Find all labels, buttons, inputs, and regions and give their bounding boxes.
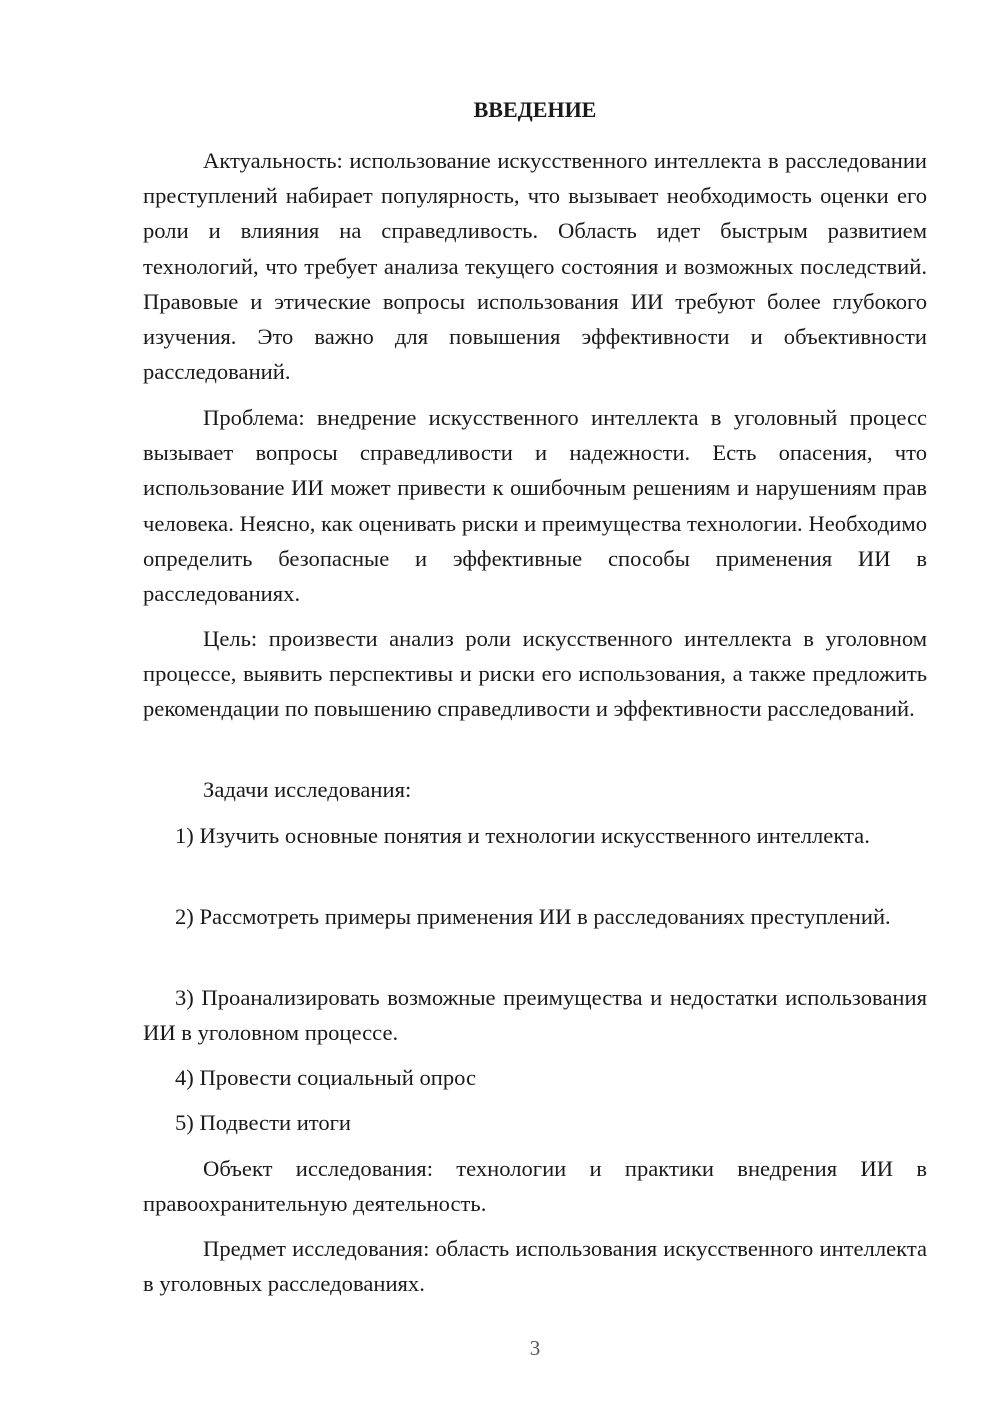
object-paragraph: Объект исследования: технологии и практики внедрения ИИ в правоохранительную деятельность. xyxy=(143,1156,927,1217)
task-item-2: 2) Рассмотреть примеры применения ИИ в расследованиях преступлений. xyxy=(175,904,891,929)
page-heading: ВВЕДЕНИЕ xyxy=(473,97,597,122)
tasks-heading: Задачи исследования: xyxy=(203,777,412,802)
problem-paragraph: Проблема: внедрение искусственного интеллекта в уголовный процесс вызывает вопросы справедливости и надежности. Есть опасения, что использование ИИ может привести к ошибочным решениям и нарушениям прав человека. Неясно, как оценивать риски и преимущества технологии. Необходимо определить безопасные и эффективные способы применения ИИ в расследованиях. xyxy=(143,405,927,607)
task-item-4: 4) Провести социальный опрос xyxy=(175,1065,477,1090)
subject-paragraph: Предмет исследования: область использования искусственного интеллекта в уголовных расследованиях. xyxy=(143,1236,927,1297)
relevance-paragraph: Актуальность: использование искусственного интеллекта в расследовании преступлений набирает популярность, что вызывает необходимость оценки его роли и влияния на справедливость. Область идет быстрым развитием технологий, что требует анализа текущего состояния и возможных последствий. Правовые и этические вопросы использования ИИ требуют более глубокого изучения. Это важно для повышения эффективности и объективности расследований. xyxy=(143,148,927,385)
goal-paragraph: Цель: произвести анализ роли искусственного интеллекта в уголовном процессе, выявить перспективы и риски его использования, а также предложить рекомендации по повышению справедливости и эффективности расследований. xyxy=(143,626,927,722)
task-item-1: 1) Изучить основные понятия и технологии искусственного интеллекта. xyxy=(175,823,870,848)
task-item-5: 5) Подвести итоги xyxy=(175,1110,352,1135)
task-item-3: 3) Проанализировать возможные преимущества и недостатки использования ИИ в уголовном процессе. xyxy=(143,985,927,1046)
page-number: 3 xyxy=(529,1336,541,1360)
